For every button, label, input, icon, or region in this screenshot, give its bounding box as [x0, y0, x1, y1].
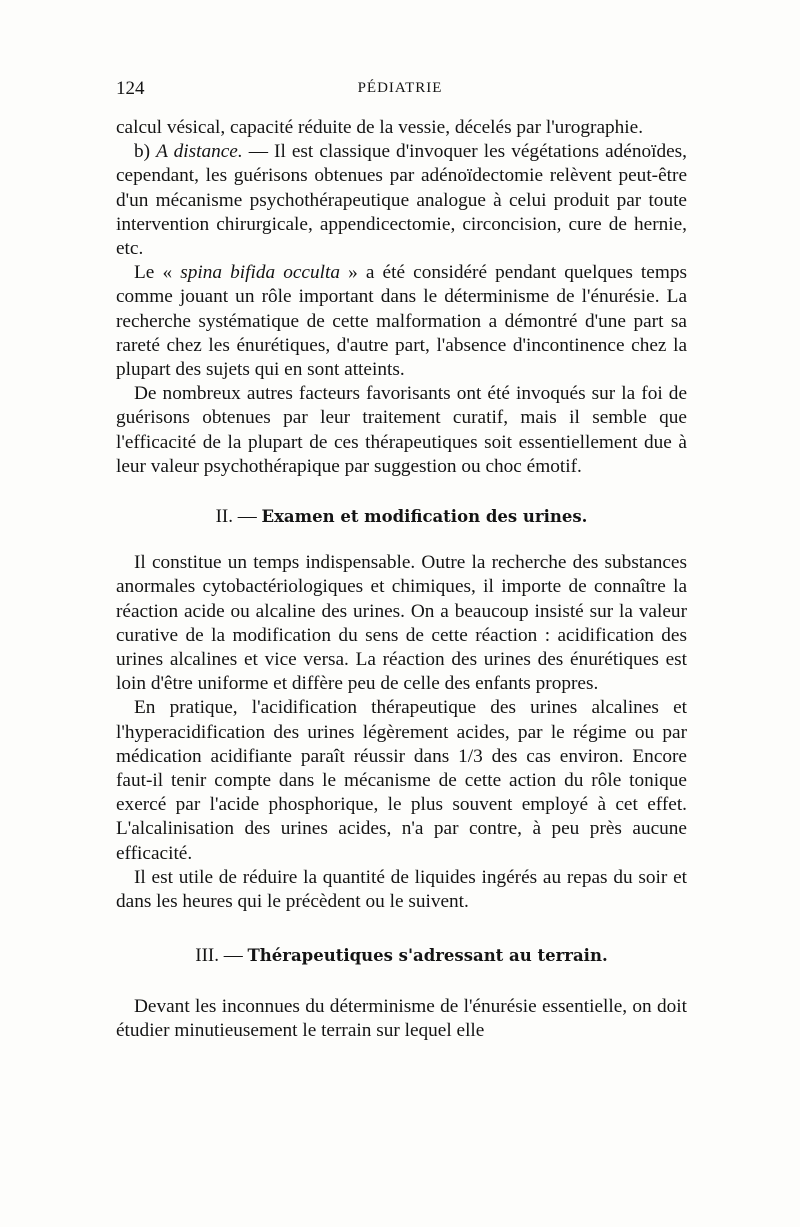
section-heading-ii — [116, 505, 687, 529]
running-title: PÉDIATRIE — [357, 80, 443, 96]
paragraph-3-before: Le « — [134, 262, 181, 284]
paragraph-2-text: — Il est classique d'invoquer les végétations adénoïdes, cependant, les guérisons obtenues par adénoïdectomie relèvent peut-être d'un mécanisme psychothérapeutique analogue à celui produit par toute intervention chirurgicale, appendicectomie, circoncision, cure de hernie, etc. — [116, 141, 687, 260]
page-header — [116, 78, 684, 102]
paragraph-4: De nombreux autres facteurs favorisants ont été invoqués sur la foi de guérisons obtenues par leur traitement curatif, mais il semble que l'efficacité de la plupart de ces thérapeutiques soit essentiellement due à leur valeur psychothérapique par suggestion ou choc émotif. — [116, 383, 687, 477]
subheading-italic: A distance. — [156, 141, 243, 163]
paragraph-1: calcul vésical, capacité réduite de la vessie, décelés par l'urographie. — [116, 117, 644, 138]
list-label: b) — [134, 141, 157, 163]
paragraph-5: Il constitue un temps indispensable. Outre la recherche des substances anormales cytobactériologiques et chimiques, il importe de connaître la réaction acide ou alcaline des urines. On a beaucoup insisté sur la valeur curative de la modification du sens de cette réaction : acidification des urines alcalines et vice versa. La réaction des urines des énurétiques est loin d'être uniforme et diffère peu de celle des enfants propres. — [116, 552, 687, 695]
section-number: III. — — [195, 945, 248, 967]
section-title: Thérapeutiques s'adressant au terrain. — [247, 946, 608, 966]
paragraph-3 — [116, 261, 687, 382]
spina-bifida-term: spina bifida occulta — [180, 262, 340, 284]
section-heading-iii — [116, 944, 687, 968]
paragraph-7: Il est utile de réduire la quantité de liquides ingérés au repas du soir et dans les heures qui le précèdent ou le suivent. — [116, 866, 687, 913]
paragraph-6: En pratique, l'acidification thérapeutique des urines alcalines et l'hyperacidification des urines légèrement acides, par le régime ou par médication acidifiante paraît réussir dans 1/3 des cas environ. Encore faut-il tenir compte dans le mécanisme de cette action du rôle tonique exercé par l'acide phosphorique, le plus souvent employé à cet effet. L'alcalinisation des urines acides, n'a par contre, à peu près aucune efficacité. — [116, 697, 687, 864]
section-number: II. — — [215, 506, 262, 528]
paragraph-2 — [116, 140, 687, 261]
page-number: 124 — [116, 78, 145, 99]
paragraph-3-after: » a été considéré pendant quelques temps comme jouant un rôle important dans le déterminisme de l'énurésie. La recherche systématique de cette malformation a démontré d'une part sa rareté chez les énurétiques, d'autre part, l'absence d'incontinence chez la plupart des sujets qui en sont atteints. — [116, 262, 687, 381]
section-title: Examen et modification des urines. — [261, 507, 588, 527]
page-body — [116, 116, 687, 1043]
paragraph-8: Devant les inconnues du déterminisme de l'énurésie essentielle, on doit étudier minutieusement le terrain sur lequel elle — [116, 995, 687, 1041]
